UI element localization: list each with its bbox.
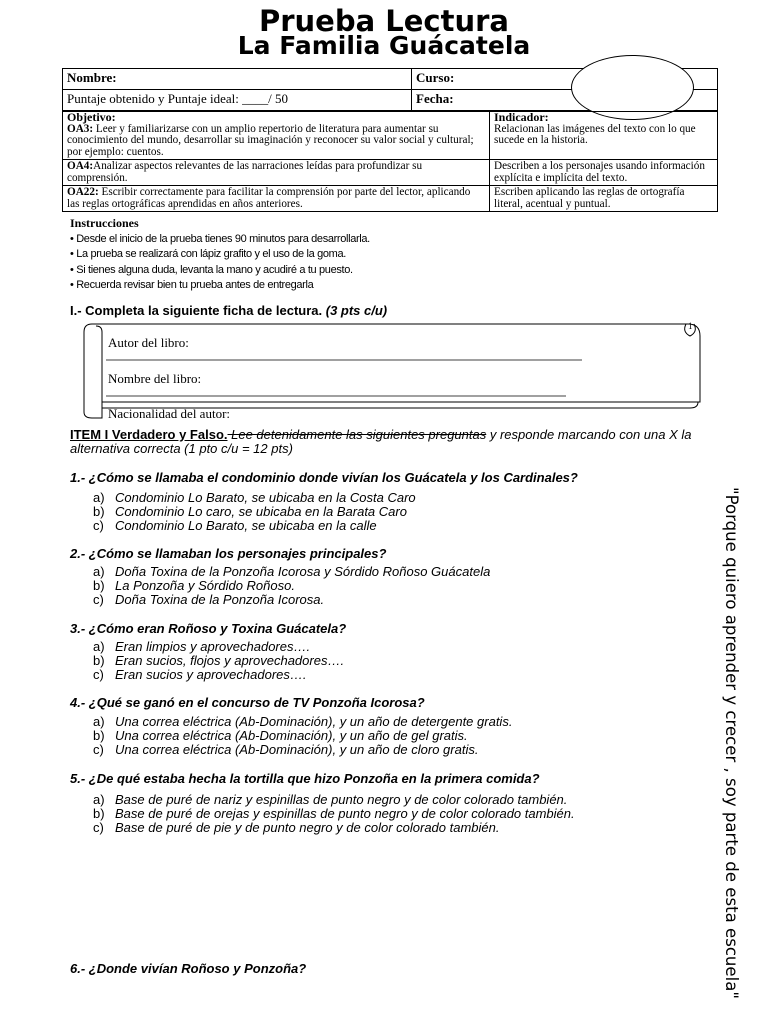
curso-field[interactable]: Curso: [412, 69, 718, 90]
option-b[interactable]: b) Eran sucios, flojos y aprovechadores…. [93, 652, 345, 668]
instruction-item: • Desde el inicio de la prueba tienes 90 minutos para desarrollarla. [70, 232, 370, 245]
book-name-label: Nombre del libro: [108, 371, 202, 386]
question-3-options [93, 640, 344, 681]
objective-oa3: OA3: Leer y familiarizarse con un amplio repertorio de literatura para aumentar su conocimiento del mundo, desarrollar su imaginación y reconocer su valor social y cultural; por ejemplo: cuentos. [67, 122, 474, 158]
side-motto-text: "Porque quiero aprender y crecer , soy parte de esta escuela" [722, 487, 741, 998]
scroll-number: 1 [688, 321, 693, 331]
instruction-item: • Recuerda revisar bien tu prueba antes de entregarla [70, 279, 314, 291]
objective-oa4: OA4:Analizar aspectos relevantes de las narraciones leídas para profundizar su comprensión. [67, 160, 423, 184]
nationality-label: Nacionalidad del autor: [108, 406, 231, 421]
objectives-table [62, 111, 718, 212]
indicador-label: Indicador: [494, 110, 549, 124]
indicator-3: Escriben aplicando las reglas de ortografía literal, acentual y puntual. [490, 186, 718, 212]
question-1: 1.- ¿Cómo se llamaba el condominio donde vivían los Guácatela y los Cardinales? [70, 470, 578, 485]
option-b[interactable]: b) Una correa eléctrica (Ab-Dominación), y un año de gel gratis. [93, 727, 468, 743]
author-label: Autor del libro: [108, 335, 189, 350]
question-5: 5.- ¿De qué estaba hecha la tortilla que hizo Ponzoña en la primera comida? [70, 771, 540, 786]
instruction-item: • La prueba se realizará con lápiz grafito y el uso de la goma. [70, 248, 346, 260]
puntaje-field[interactable]: Puntaje obtenido y Puntaje ideal: ____/ 50 [63, 90, 412, 111]
option-c[interactable]: c) Base de puré de pie y de punto negro y de color colorado también. [93, 819, 500, 835]
objective-oa22: OA22: Escribir correctamente para facilitar la comprensión por parte del lector, aplicando las reglas ortográficas aprendidas en años anteriores. [67, 186, 471, 210]
instruction-item: • Si tienes alguna duda, levanta la mano y acudiré a tu puesto. [70, 263, 353, 276]
question-2: 2.- ¿Cómo se llamaban los personajes principales? [70, 546, 387, 561]
indicator-2: Describen a los personajes usando información explícita e implícita del texto. [490, 160, 718, 186]
page-subtitle: La Familia Guácatela [237, 31, 531, 60]
instructions-heading: Instrucciones [70, 216, 139, 230]
section1-title: I.- Completa la siguiente ficha de lectura. (3 pts c/u) [70, 303, 388, 318]
nombre-field[interactable]: Nombre: [63, 69, 412, 90]
question-5-options [93, 793, 575, 834]
option-c[interactable]: c) Una correa eléctrica (Ab-Dominación), y un año de cloro gratis. [93, 741, 479, 757]
question-2-options [93, 565, 490, 606]
option-b[interactable]: b) Base de puré de orejas y espinillas de punto negro y de color colorado también. [93, 805, 575, 821]
indicator-1: Relacionan las imágenes del texto con lo que sucede en la historia. [494, 122, 696, 146]
question-1-options [93, 491, 416, 532]
question-4: 4.- ¿Qué se ganó en el concurso de TV Ponzoña Icorosa? [70, 695, 425, 710]
option-a[interactable]: a) Doña Toxina de la Ponzoña Icorosa y Sórdido Roñoso Guácatela [93, 564, 491, 579]
item1-header: ITEM I Verdadero y Falso. Lee detenidamente las siguientes preguntas y responde marcando con una X la alternativa correcta (1 pto c/u = 12 pts) [70, 427, 692, 456]
option-c[interactable]: c) Eran sucios y aprovechadores…. [93, 666, 307, 682]
question-3: 3.- ¿Cómo eran Roñoso y Toxina Guácatela? [70, 621, 347, 636]
option-c[interactable]: c) Doña Toxina de la Ponzoña Icorosa. [93, 591, 325, 607]
option-a[interactable]: a) Una correa eléctrica (Ab-Dominación), y un año de detergente gratis. [93, 714, 513, 729]
instructions-block [70, 216, 370, 294]
side-motto [720, 487, 744, 1002]
question-6: 6.- ¿Donde vivían Roñoso y Ponzoña? [70, 961, 307, 976]
objetivo-label: Objetivo: [67, 110, 116, 124]
option-a[interactable]: a) Eran limpios y aprovechadores…. [93, 639, 311, 654]
option-b[interactable]: b) La Ponzoña y Sórdido Roñoso. [93, 577, 295, 593]
option-a[interactable]: a) Base de puré de nariz y espinillas de punto negro y de color colorado también. [93, 792, 568, 807]
fecha-field[interactable]: Fecha: [412, 90, 718, 111]
option-b[interactable]: b) Condominio Lo caro, se ubicaba en la Barata Caro [93, 503, 407, 519]
option-a[interactable]: a) Condominio Lo Barato, se ubicaba en la Costa Caro [93, 490, 416, 505]
page-title: Prueba Lectura [258, 4, 509, 38]
scroll-outline-left [84, 324, 102, 418]
question-4-options [93, 715, 512, 756]
option-c[interactable]: c) Condominio Lo Barato, se ubicaba en la calle [93, 517, 377, 533]
